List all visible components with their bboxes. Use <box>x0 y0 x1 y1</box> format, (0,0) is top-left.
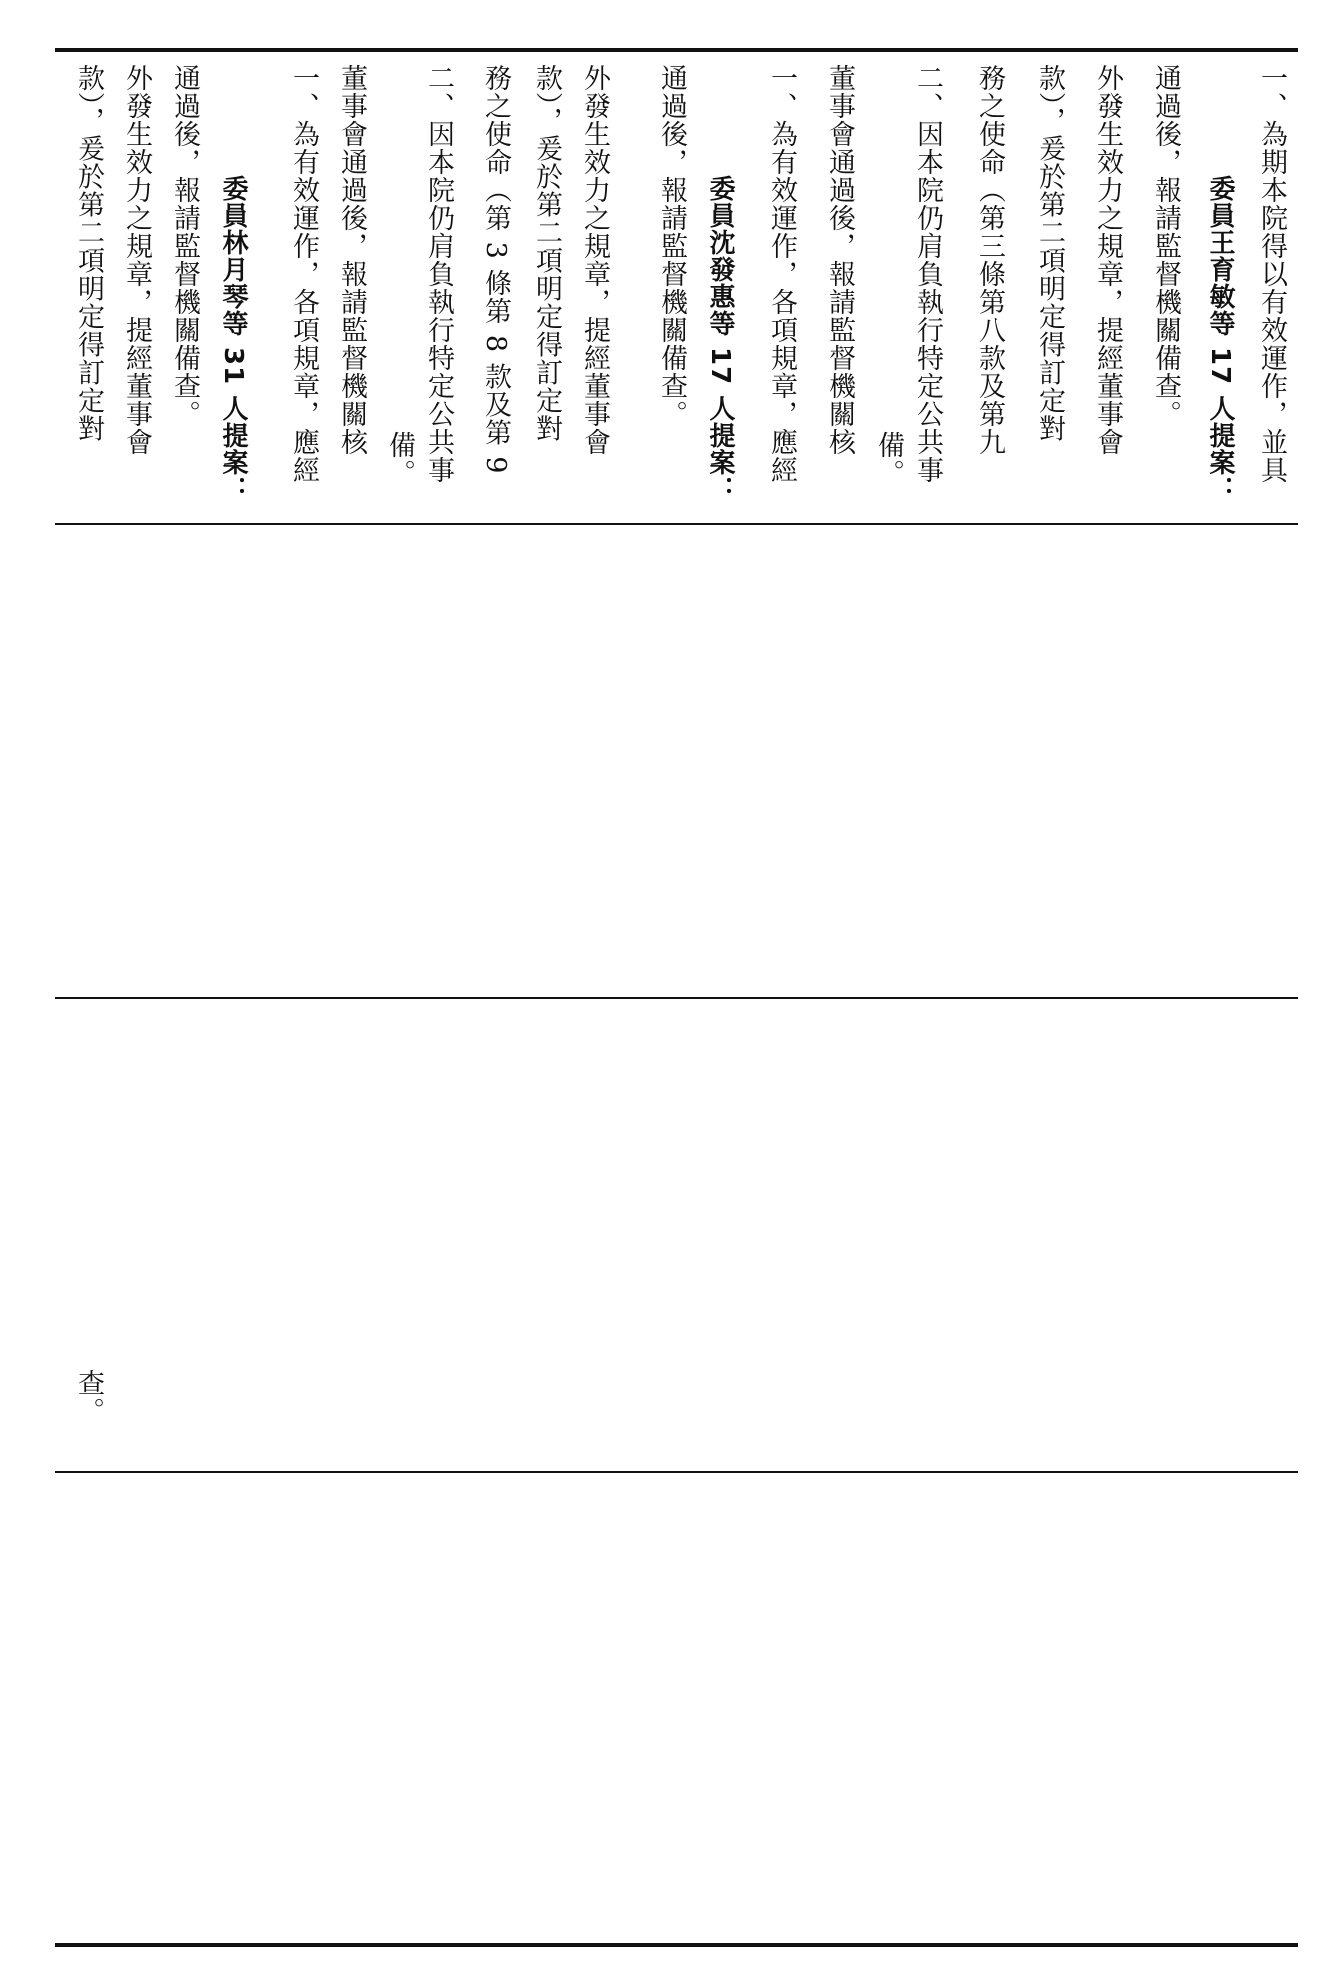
band-divider-1 <box>55 523 1298 525</box>
proposal-heading: 委員王育敏等 17 人提案： <box>1205 175 1235 504</box>
text-column: 二、因本院仍肩負執行特定公共事 <box>912 64 943 484</box>
proposal-heading: 委員林月琴等 31 人提案： <box>218 175 248 504</box>
text-column: 董事會通過後，報請監督機關核 <box>824 64 855 456</box>
text-column: 外發生效力之規章，提經董事會 <box>579 64 610 456</box>
text-column: 通過後，報請監督機關備查。 <box>656 64 687 428</box>
band-divider-3 <box>55 1471 1298 1473</box>
text-column: 一、為有效運作，各項規章，應經 <box>288 64 319 484</box>
band-divider-2 <box>55 997 1298 999</box>
text-column: 外發生效力之規章，提經董事會 <box>1092 64 1123 456</box>
text-column: 一、為有效運作，各項規章，應經 <box>766 64 797 484</box>
proposal-heading: 委員沈發惠等 17 人提案： <box>705 175 735 504</box>
text-column: 備。 <box>384 431 415 487</box>
top-rule <box>55 48 1298 52</box>
text-column: 款），爰於第二項明定得訂定對 <box>1034 64 1065 443</box>
text-column: 通過後，報請監督機關備查。 <box>169 64 200 428</box>
text-column: 款），爰於第二項明定得訂定對 <box>73 64 104 443</box>
text-column: 備。 <box>873 431 904 487</box>
text-column: 款），爰於第二項明定得訂定對 <box>531 64 562 443</box>
text-column: 一、為期本院得以有效運作，並具 <box>1256 64 1287 484</box>
text-column: 外發生效力之規章，提經董事會 <box>121 64 152 456</box>
bottom-rule <box>55 1943 1298 1947</box>
text-column: 務之使命（第 3 條第 8 款及第 9 <box>480 64 511 475</box>
text-column: 通過後，報請監督機關備查。 <box>1150 64 1181 428</box>
text-column: 董事會通過後，報請監督機關核 <box>336 64 367 456</box>
text-column: 務之使命（第三條第八款及第九 <box>974 64 1005 456</box>
text-column: 查。 <box>73 1369 104 1425</box>
text-column: 二、因本院仍肩負執行特定公共事 <box>423 64 454 484</box>
